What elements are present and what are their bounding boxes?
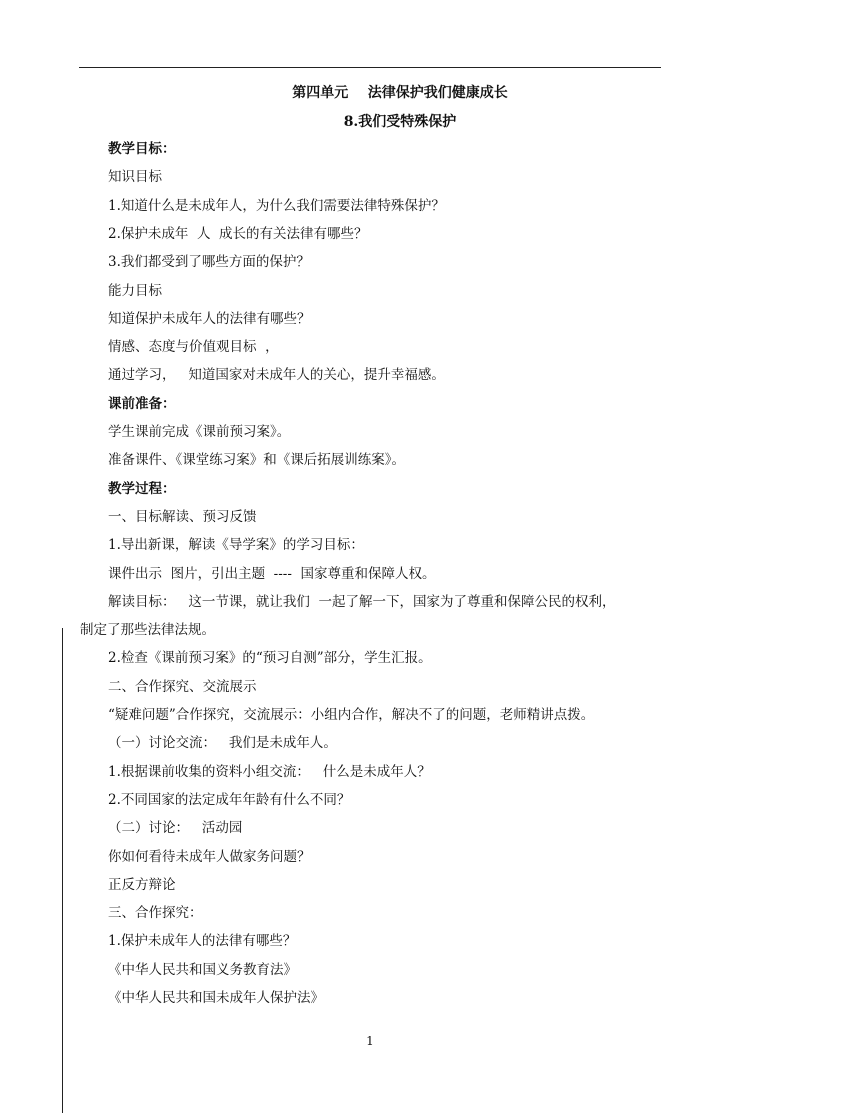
- text-line: 《中华人民共和国未成年人保护法》: [108, 990, 324, 1006]
- text-line: 二、合作探究、交流展示: [108, 678, 257, 695]
- text-line: 解读目标： 这一节课，就让我们 一起了解一下，国家为了尊重和保障公民的权利，: [108, 593, 616, 610]
- text-line: 课件出示 图片，引出主题 ---- 国家尊重和保障人权。: [108, 565, 436, 582]
- text-line: 一、目标解读、预习反馈: [108, 508, 257, 525]
- page-number: 1: [366, 1034, 374, 1048]
- section-heading: 教学目标：: [108, 141, 176, 157]
- text-line: （二）讨论： 活动园: [108, 820, 243, 837]
- text-line: 你如何看待未成年人做家务问题？: [108, 848, 311, 865]
- text-line: 三、合作探究：: [108, 905, 203, 922]
- section-heading: 教学过程：: [108, 480, 176, 497]
- unit-title: 第四单元 法律保护我们健康成长: [292, 85, 508, 101]
- section-heading: 课前准备：: [108, 395, 176, 412]
- text-line: 能力目标: [108, 282, 162, 299]
- text-line: 《中华人民共和国义务教育法》: [108, 961, 297, 978]
- text-line: 3.我们都受到了哪些方面的保护？: [108, 254, 310, 271]
- text-line: 知道保护未成年人的法律有哪些？: [108, 310, 311, 327]
- text-line: 1.知道什么是未成年人，为什么我们需要法律特殊保护？: [108, 197, 445, 214]
- lesson-title: 8.我们受特殊保护: [343, 114, 457, 130]
- header-rule: [79, 67, 661, 68]
- text-line: 正反方辩论: [108, 876, 176, 893]
- text-line: 1.导出新课，解读《导学案》的学习目标：: [108, 537, 364, 554]
- text-line: 学生课前完成《课前预习案》。: [108, 424, 291, 440]
- text-line: “疑难问题”合作探究，交流展示：小组内合作，解决不了的问题，老师精讲点拨。: [108, 707, 595, 723]
- text-line: 2.保护未成年 人 成长的有关法律有哪些？: [108, 225, 368, 242]
- text-line: 1.保护未成年人的法律有哪些？: [108, 933, 297, 950]
- text-line: 2.检查《课前预习案》的“预习自测”部分，学生汇报。: [108, 650, 432, 667]
- text-line: （一）讨论交流： 我们是未成年人。: [108, 735, 337, 752]
- text-line: 情感、态度与价值观目标 ，: [108, 339, 279, 356]
- text-line: 制定了那些法律法规。: [80, 622, 215, 639]
- text-line: 通过学习， 知道国家对未成年人的关心，提升幸福感。: [108, 367, 445, 384]
- text-line: 知识目标: [108, 169, 162, 186]
- text-line: 1.根据课前收集的资料小组交流： 什么是未成年人？: [108, 763, 431, 780]
- text-line: 准备课件、《课堂练习案》和《课后拓展训练案》。: [108, 452, 405, 469]
- text-line: 2.不同国家的法定成年年龄有什么不同？: [108, 791, 351, 808]
